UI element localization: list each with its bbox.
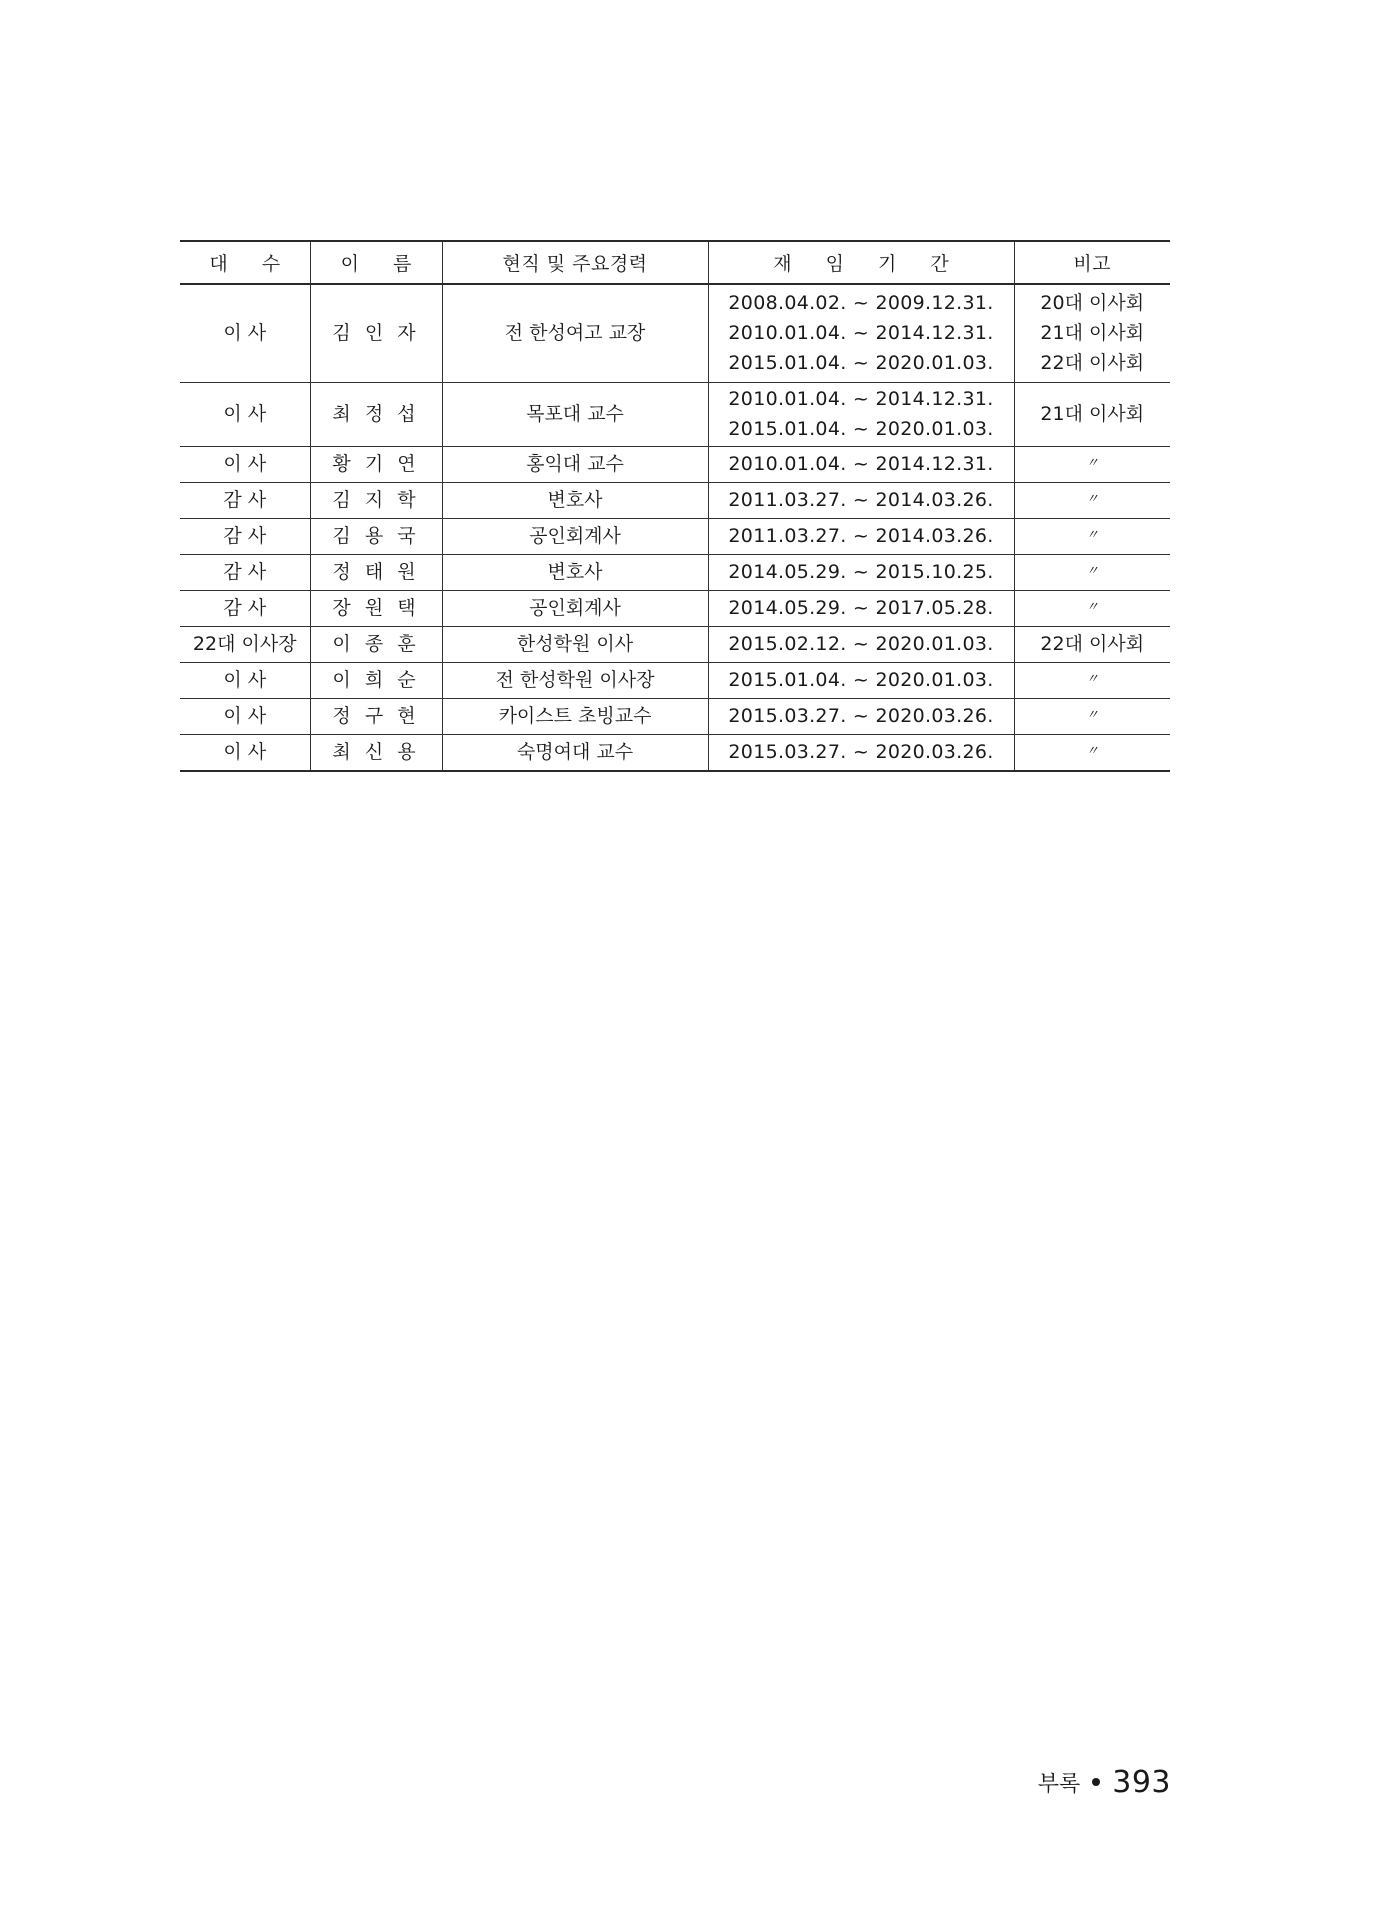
cell-name: 정 태 원 xyxy=(310,554,442,590)
term-line: 2008.04.02. ~ 2009.12.31. xyxy=(728,292,994,315)
cell-name: 최 신 용 xyxy=(310,734,442,771)
cell-name: 김 지 학 xyxy=(310,482,442,518)
cell-note: 〃 xyxy=(1014,518,1170,554)
note-line: 22대 이사회 xyxy=(1040,352,1145,375)
table-row xyxy=(180,382,1170,446)
bullet-icon xyxy=(1092,1778,1100,1786)
table-row xyxy=(180,446,1170,482)
cell-note: 21대 이사회 xyxy=(1014,382,1170,446)
board-members-table xyxy=(180,240,1170,772)
cell-term: 2015.02.12. ~ 2020.01.03. xyxy=(708,626,1014,662)
cell-name: 이 희 순 xyxy=(310,662,442,698)
cell-name: 최 정 섭 xyxy=(310,382,442,446)
cell-career: 전 한성여고 교장 xyxy=(442,284,708,382)
cell-position: 감 사 xyxy=(180,482,310,518)
table-row xyxy=(180,698,1170,734)
header-name: 이 름 xyxy=(310,241,442,284)
cell-name: 장 원 택 xyxy=(310,590,442,626)
header-position: 대 수 xyxy=(209,253,295,275)
cell-career: 전 한성학원 이사장 xyxy=(442,662,708,698)
note-line: 21대 이사회 xyxy=(1040,322,1145,345)
table-row xyxy=(180,626,1170,662)
table-row xyxy=(180,662,1170,698)
cell-position: 이 사 xyxy=(180,446,310,482)
cell-note xyxy=(1014,284,1170,382)
header-row xyxy=(180,241,1170,284)
cell-note: 〃 xyxy=(1014,446,1170,482)
cell-career: 한성학원 이사 xyxy=(442,626,708,662)
cell-career: 숙명여대 교수 xyxy=(442,734,708,771)
term-line: 2015.01.04. ~ 2020.01.03. xyxy=(728,418,994,440)
cell-term: 2010.01.04. ~ 2014.12.31. xyxy=(708,446,1014,482)
cell-name: 김 인 자 xyxy=(310,284,442,382)
cell-position: 이 사 xyxy=(180,284,310,382)
cell-term: 2015.03.27. ~ 2020.03.26. xyxy=(708,698,1014,734)
cell-name: 황 기 연 xyxy=(310,446,442,482)
cell-note: 22대 이사회 xyxy=(1014,626,1170,662)
term-line: 2010.01.04. ~ 2014.12.31. xyxy=(728,388,994,410)
table-row xyxy=(180,734,1170,771)
cell-note: 〃 xyxy=(1014,554,1170,590)
cell-term: 2011.03.27. ~ 2014.03.26. xyxy=(708,482,1014,518)
cell-career: 카이스트 초빙교수 xyxy=(442,698,708,734)
cell-term: 2015.01.04. ~ 2020.01.03. xyxy=(708,662,1014,698)
cell-term: 2011.03.27. ~ 2014.03.26. xyxy=(708,518,1014,554)
page-footer xyxy=(1038,1762,1171,1802)
cell-note: 〃 xyxy=(1014,662,1170,698)
cell-position: 이 사 xyxy=(180,382,310,446)
header-career: 현직 및 주요경력 xyxy=(442,241,708,284)
page-number: 393 xyxy=(1112,1764,1171,1800)
cell-position: 감 사 xyxy=(180,518,310,554)
cell-note: 〃 xyxy=(1014,698,1170,734)
cell-career: 공인회계사 xyxy=(442,518,708,554)
cell-career: 변호사 xyxy=(442,482,708,518)
cell-position: 22대 이사장 xyxy=(180,626,310,662)
cell-term: 2014.05.29. ~ 2017.05.28. xyxy=(708,590,1014,626)
cell-career: 변호사 xyxy=(442,554,708,590)
cell-position: 이 사 xyxy=(180,698,310,734)
table-row xyxy=(180,590,1170,626)
cell-career: 공인회계사 xyxy=(442,590,708,626)
cell-term: 2015.03.27. ~ 2020.03.26. xyxy=(708,734,1014,771)
table-row xyxy=(180,518,1170,554)
table-body xyxy=(180,284,1170,771)
cell-term xyxy=(708,284,1014,382)
cell-name: 이 종 훈 xyxy=(310,626,442,662)
cell-name: 김 용 국 xyxy=(310,518,442,554)
term-line: 2015.01.04. ~ 2020.01.03. xyxy=(728,352,994,375)
cell-name: 정 구 현 xyxy=(310,698,442,734)
note-line: 20대 이사회 xyxy=(1040,292,1145,315)
cell-position: 이 사 xyxy=(180,662,310,698)
section-label: 부록 xyxy=(1037,1771,1081,1797)
cell-term: 2014.05.29. ~ 2015.10.25. xyxy=(708,554,1014,590)
cell-position: 이 사 xyxy=(180,734,310,771)
table-header xyxy=(180,241,1170,284)
table-row xyxy=(180,284,1170,382)
cell-note: 〃 xyxy=(1014,734,1170,771)
cell-position: 감 사 xyxy=(180,554,310,590)
header-term: 재 임 기 간 xyxy=(708,241,1014,284)
term-line: 2010.01.04. ~ 2014.12.31. xyxy=(728,322,994,345)
cell-position: 감 사 xyxy=(180,590,310,626)
cell-note: 〃 xyxy=(1014,590,1170,626)
cell-career: 홍익대 교수 xyxy=(442,446,708,482)
cell-term xyxy=(708,382,1014,446)
cell-note: 〃 xyxy=(1014,482,1170,518)
header-note: 비고 xyxy=(1014,241,1170,284)
table-row xyxy=(180,554,1170,590)
cell-career: 목포대 교수 xyxy=(442,382,708,446)
table-row xyxy=(180,482,1170,518)
